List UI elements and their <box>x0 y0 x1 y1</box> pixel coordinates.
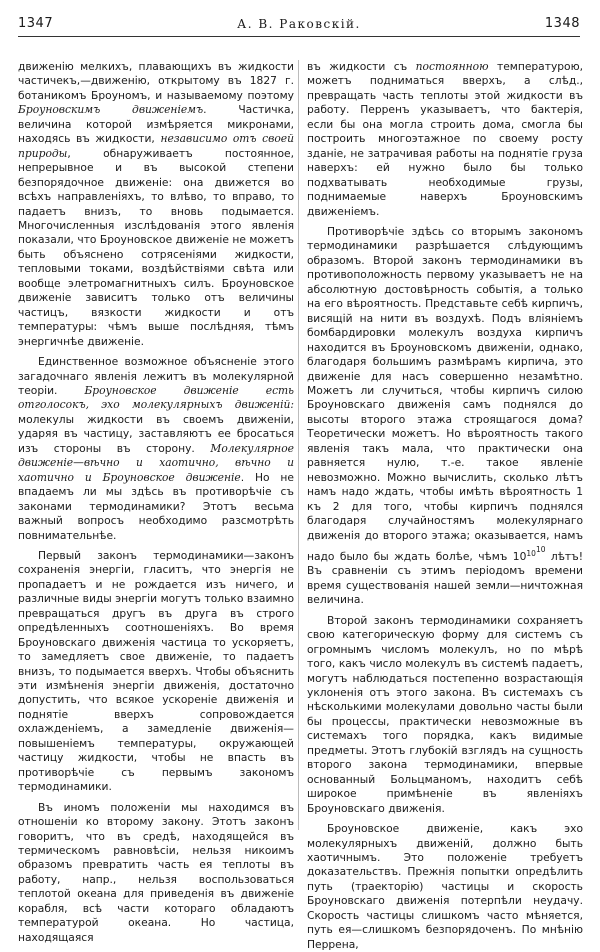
page-number-right: 1348 <box>544 16 580 31</box>
paragraph: въ жидкости съ постоянною температурою, можетъ подниматься вверхъ, а слѣд., превращать часть теплоты этой жидкости въ работу. Перренъ указываетъ, что бактерія, если бы она могла строить дома, смогла бы построить многоэтажное по своему росту зданіе, не затрачивая работы на поднятіе груза наверхъ: ей нужно было бы только подхватывать необходимые грузы, поднимаемые наверхъ Броуновскимъ движеніемъ. <box>307 60 583 218</box>
italic-term: Броуновское движеніе есть отголосокъ, эхо молекулярныхъ движеній: <box>18 383 295 412</box>
italic-term: Броуновскимъ движеніемъ <box>18 103 204 117</box>
column-divider <box>298 60 299 830</box>
left-column <box>18 60 295 944</box>
paragraph: Первый законъ термодинамики—законъ сохраненія энергіи, гласитъ, что энергія не пропадаетъ и не рождается изъ ничего, и различные виды энергіи могутъ только взаимно превращаться другъ въ друга въ строго опредѣленныхъ соотношеніяхъ. Во время Броуновскаго движенія частица то ускоряетъ, то замедляетъ свое движеніе, то падаетъ внизъ, то подымается вверхъ. Чтобы объяснить эти измѣненія энергіи движенія, достаточно допустить, что всякое ускореніе движенія и поднятіе вверхъ сопровождается охлажденіемъ, а замедленіе движенія—повышеніемъ температуры, окружающей частицу жидкости, чтобы не впасть въ противорѣчіе съ первымъ закономъ термодинамики. <box>18 548 294 794</box>
italic-term: постоянною <box>415 60 489 73</box>
page-header <box>18 14 580 37</box>
paragraph: Въ иномъ положеніи мы находимся въ отношеніи ко второму закону. Этотъ законъ говоритъ, что въ средѣ, находящейся въ термическомъ равновѣсіи, нельзя никоимъ образомъ превратить часть ея теплоты въ работу, напр., нельзя воспользоваться теплотой океана для приведенія въ движеніе корабля, всѣ части котораго обладаютъ температурой океана. Но частица, находящаяся <box>18 800 294 944</box>
paragraph: Броуновское движеніе, какъ эхо молекулярныхъ движеній, должно быть хаотичнымъ. Это положеніе требуетъ доказательствъ. Прежнія попытки опредѣлить путь (траекторію) частицы и скорость Броуновскаго движенія потерпѣли неудачу. Скорость частицы слишкомъ часто мѣняется, путь ея—слишкомъ безпорядоченъ. По мнѣнію Перрена, <box>307 822 583 951</box>
page-number-left: 1347 <box>18 16 54 31</box>
paragraph: Единственное возможное объясненіе этого загадочнаго явленія лежитъ въ молекулярной теоріи. Броуновское движеніе есть отголосокъ, эхо молекулярныхъ движеній: молекулы жидкости въ своемъ движеніи, ударяя въ частицу, заставляютъ ее бросаться изъ стороны въ сторону. Молекулярное движеніе—вѣчно и хаотично, вѣчно и хаотично и Броуновское движеніе. Но не впадаемъ ли мы здѣсь въ противорѣчіе съ законами термодинамики? Этотъ весьма важный вопросъ необходимо разсмотрѣть повнимательнѣе. <box>18 355 295 542</box>
exponent: 1010 <box>526 544 546 558</box>
paragraph: движенію мелкихъ, плавающихъ въ жидкости частичекъ,—движенію, открытому въ 1827 г. ботаникомъ Броуномъ, и называемому поэтому Броуновскимъ движеніемъ. Частичка, величина которой измѣряется микронами, находясь въ жидкости, независимо отъ своей природы, обнаруживаетъ постоянное, непрерывное и въ высокой степени безпорядочное движеніе: она движется во всѣхъ направленіяхъ, то влѣво, то вправо, то падаетъ внизъ, то вновь подымается. Многочисленныя изслѣдованія этого явленія показали, что Броуновское движеніе не можетъ быть объяснено сотрясеніями жидкости, тепловыми токами, воздѣйствіями свѣта или вообще элетромагнитныхъ силъ. Броуновское движеніе зависитъ только отъ величины частицъ, вязкости жидкости и отъ температуры: чѣмъ выше послѣдняя, тѣмъ энергичнѣе движеніе. <box>18 60 294 348</box>
running-title: А. В. Раковскій. <box>237 17 361 31</box>
right-column <box>307 60 583 951</box>
paragraph: Противорѣчіе здѣсь со вторымъ закономъ термодинамики разрѣшается слѣдующимъ образомъ. Второй законъ термодинамики въ противоположность первому указываетъ не на абсолютную достовѣрность событія, а только на его вѣроятность. Представьте себѣ кирпичъ, висящій на нити въ воздухѣ. Подъ вліяніемъ бомбардировки молекулъ воздуха кирпичъ находится въ Броуновскомъ движеніи, однако, благодаря большимъ размѣрамъ кирпича, это движеніе для насъ совершенно незамѣтно. Можетъ ли случиться, чтобы кирпичъ силою Броуновскаго движенія самъ поднялся до высоты второго этажа строящагося дома? Теоретически можетъ. Но вѣроятность такого явленія такъ мала, что практически она равняется нулю, т.-е. такое явленіе невозможно. Можно вычислить, сколько лѣтъ намъ надо ждать, чтобы имѣть вѣроятность 1 къ 2 для того, чтобы кирпичъ поднялся благодаря случайностямъ молекулярнаго движенія до второго этажа; оказывается, намъ надо было бы ждать болѣе, чѣмъ $10^{10^{10}}$ лѣтъ! Въ сравненіи съ этимъ періодомъ времени время существованія нашей земли—ничтожная величина. <box>307 224 583 607</box>
italic-term: Молекулярное движеніе—вѣчно и хаотично, вѣчно и хаотично и Броуновское движеніе <box>18 441 294 484</box>
paragraph: Второй законъ термодинамики сохраняетъ свою категорическую форму для системъ съ огромнымъ числомъ молекулъ, но по мѣрѣ того, какъ число молекулъ въ системѣ падаетъ, могутъ наблюдаться постепенно возрастающія уклоненія отъ этого закона. Въ системахъ съ нѣсколькими молекулами довольно часты были бы процессы, практически невозможные въ системахъ того порядка, какъ видимые предметы. Этотъ глубокій взглядъ на сущность второго закона термодинамики, впервые основанный Больцманомъ, находитъ себѣ широкое примѣненіе въ явленіяхъ Броуновскаго движенія. <box>307 613 583 815</box>
italic-term: независимо отъ своей природы <box>18 132 294 160</box>
